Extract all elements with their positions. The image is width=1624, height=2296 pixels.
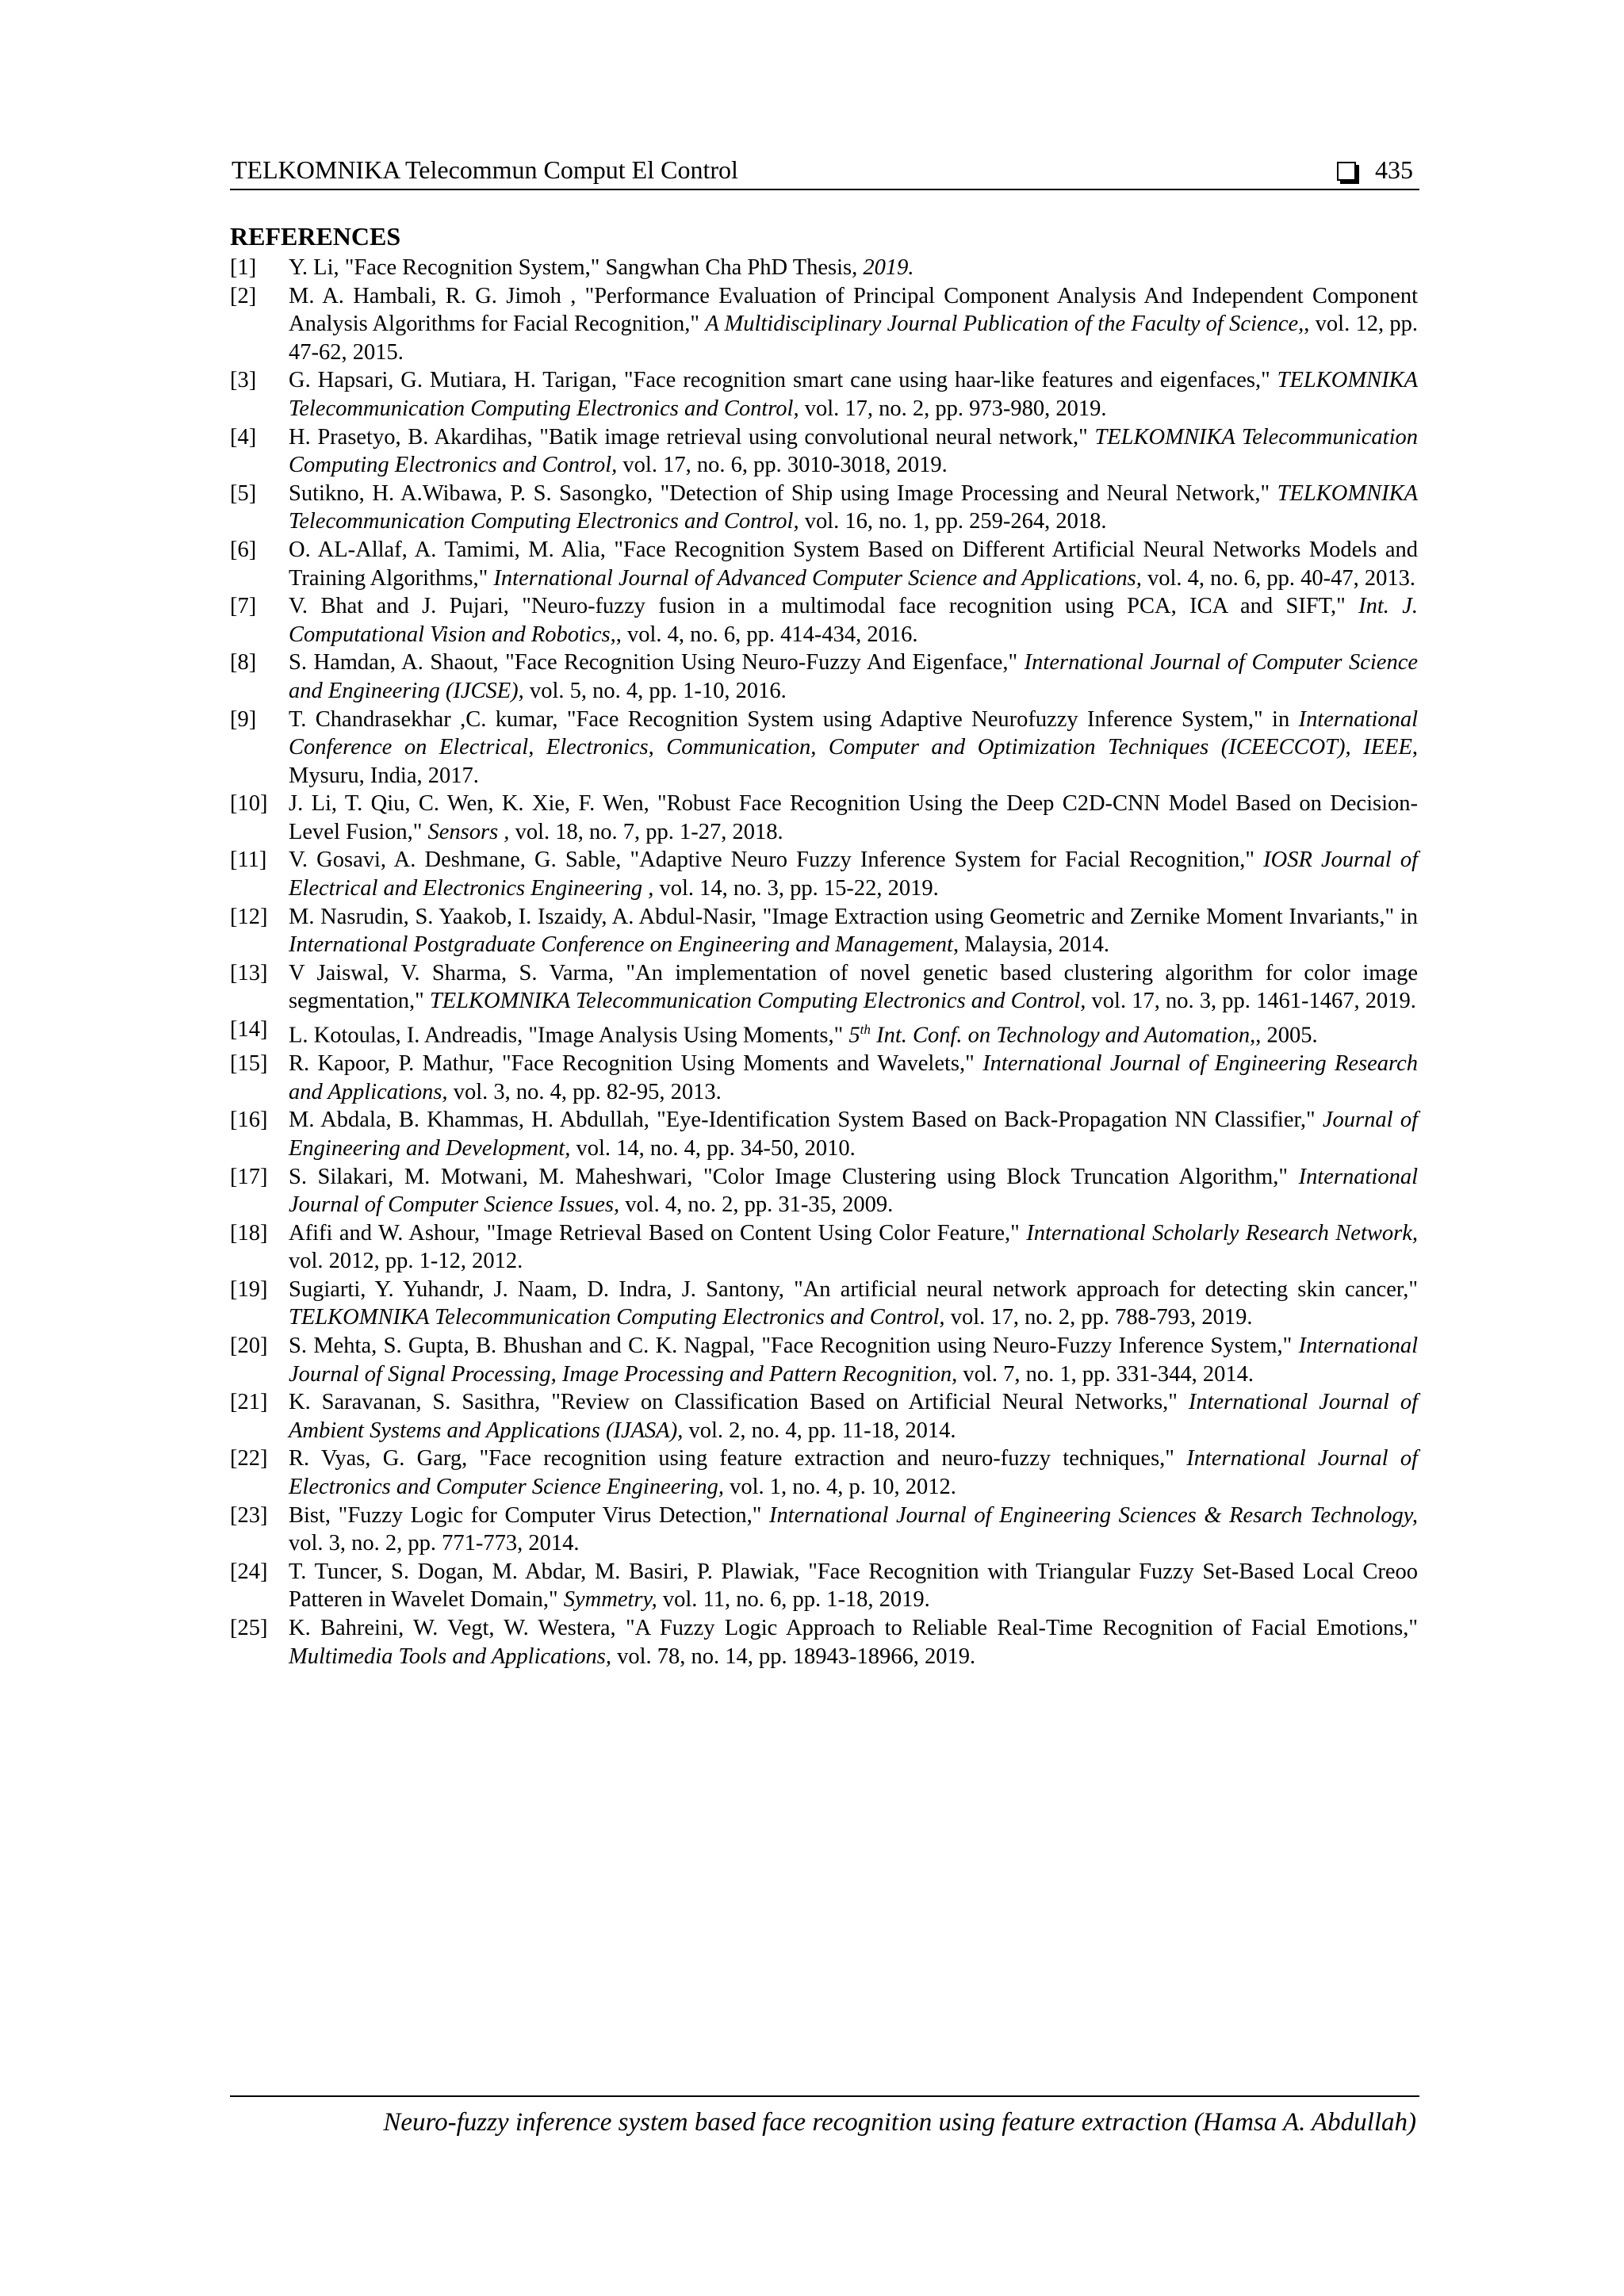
reference-item [230, 1502, 1418, 1558]
reference-segment: , vol. 12, pp. 47-62, 2015. [289, 312, 1418, 365]
reference-venue: International Journal of Computer Science Issues, [289, 1164, 1418, 1218]
reference-item [230, 366, 1418, 423]
reference-segment: S. Silakari, M. Motwani, M. Maheshwari, "Color Image Clustering using Block Truncation Algorithm," [289, 1164, 1299, 1189]
reference-item [230, 254, 1418, 282]
reference-venue: International Journal of Signal Processing, Image Processing and Pattern Recognition, [289, 1334, 1418, 1387]
reference-segment: R. Vyas, G. Garg, "Face recognition using feature extraction and neuro-fuzzy techniques," [289, 1446, 1187, 1471]
reference-segment: V. Gosavi, A. Deshmane, G. Sable, "Adaptive Neuro Fuzzy Inference System for Facial Recognition," [289, 848, 1264, 873]
reference-number: [20] [230, 1334, 268, 1359]
reference-segment: L. Kotoulas, I. Andreadis, "Image Analysis Using Moments," [289, 1023, 849, 1048]
reference-item [230, 592, 1418, 649]
reference-venue: International Journal of Advanced Computer Science and Applications, [493, 565, 1142, 591]
reference-venue: International Journal of Electronics and Computer Science Engineering, [289, 1446, 1418, 1500]
reference-venue: Journal of Engineering and Development, [289, 1108, 1419, 1161]
reference-text [289, 1502, 1418, 1558]
reference-venue: IOSR Journal of Electrical and Electronics Engineering , [289, 848, 1419, 901]
reference-text [289, 592, 1418, 649]
reference-number: [19] [230, 1276, 268, 1302]
reference-number: [6] [230, 537, 257, 562]
reference-text [289, 706, 1418, 790]
reference-segment: , 2005. [1255, 1023, 1318, 1048]
reference-number: [10] [230, 791, 268, 817]
reference-segment: , Malaysia, 2014. [952, 932, 1110, 958]
reference-segment: S. Mehta, S. Gupta, B. Bhushan and C. K. Nagpal, "Face Recognition using Neuro-Fuzzy Inference System," [289, 1334, 1299, 1359]
reference-segment: O. AL-Allaf, A. Tamimi, M. Alia, "Face Recognition System Based on Different Artificial Neural Networks Models and Training Algorithms," [289, 537, 1418, 591]
reference-item [230, 480, 1418, 536]
reference-number: [16] [230, 1108, 268, 1133]
reference-venue: 5 [848, 1023, 860, 1048]
reference-item [230, 1332, 1418, 1388]
reference-segment: Sugiarti, Y. Yuhandr, J. Naam, D. Indra, J. Santony, "An artificial neural network approach for detecting skin cancer," [289, 1276, 1418, 1302]
reference-venue: International Journal of Engineering Research and Applications, [289, 1051, 1418, 1104]
reference-segment: th [860, 1022, 871, 1038]
reference-segment: T. Tuncer, S. Dogan, M. Abdar, M. Basiri, P. Plawiak, "Face Recognition with Triangular Fuzzy Set-Based Local Creoo Patteren in Wavelet Domain," [289, 1559, 1418, 1613]
reference-venue: Int. Conf. on Technology and Automation, [870, 1023, 1256, 1048]
reference-text [289, 903, 1418, 959]
reference-segment: vol. 5, no. 4, pp. 1-10, 2016. [523, 678, 787, 703]
reference-segment: vol. 14, no. 3, pp. 15-22, 2019. [653, 876, 939, 901]
reference-number: [5] [230, 480, 257, 506]
reference-segment: vol. 17, no. 2, pp. 973-980, 2019. [799, 396, 1107, 421]
reference-number: [3] [230, 368, 257, 393]
reference-text [289, 790, 1418, 846]
page-number-area [1337, 155, 1413, 185]
reference-item [230, 649, 1418, 705]
journal-title: TELKOMNIKA Telecommun Comput El Control [232, 155, 738, 184]
reference-segment: vol. 7, no. 1, pp. 331-344, 2014. [957, 1361, 1254, 1387]
reference-item [230, 706, 1418, 790]
reference-text [289, 1219, 1418, 1276]
reference-venue: TELKOMNIKA Telecommunication Computing Electronics and Control, [289, 480, 1418, 534]
reference-segment: , Mysuru, India, 2017. [289, 735, 1418, 788]
reference-venue: Multimedia Tools and Applications, [289, 1644, 611, 1669]
reference-venue: International Journal of Engineering Sciences & Resarch Technology, [769, 1502, 1418, 1528]
reference-segment: vol. 16, no. 1, pp. 259-264, 2018. [799, 509, 1107, 534]
reference-segment: V Jaiswal, V. Sharma, S. Varma, "An implementation of novel genetic based clustering algorithm for color image segmentation," [289, 960, 1418, 1014]
reference-segment: V. Bhat and J. Pujari, "Neuro-fuzzy fusion in a multimodal face recognition using PCA, ICA and SIFT," [289, 594, 1359, 619]
reference-item [230, 1050, 1418, 1106]
reference-text [289, 1050, 1418, 1106]
reference-number: [7] [230, 594, 257, 619]
reference-item [230, 423, 1418, 480]
reference-text [289, 959, 1418, 1016]
reference-text [289, 1388, 1418, 1445]
reference-segment: Bist, "Fuzzy Logic for Computer Virus Detection," [289, 1502, 770, 1528]
reference-number: [21] [230, 1390, 268, 1415]
reference-number: [4] [230, 424, 257, 450]
reference-item [230, 1558, 1418, 1614]
reference-number: [24] [230, 1559, 268, 1584]
reference-segment: Sutikno, H. A.Wibawa, P. S. Sasongko, "Detection of Ship using Image Processing and Neural Network," [289, 480, 1277, 506]
reference-item [230, 1388, 1418, 1445]
reference-number: [2] [230, 283, 257, 308]
reference-number: [12] [230, 904, 268, 929]
reference-segment: vol. 1, no. 4, p. 10, 2012. [724, 1475, 956, 1500]
section-heading: REFERENCES [230, 222, 401, 251]
reference-text [289, 480, 1418, 536]
reference-number: [25] [230, 1616, 268, 1640]
reference-segment: M. Abdala, B. Khammas, H. Abdullah, "Eye-Identification System Based on Back-Propagation NN Classifier," [289, 1108, 1323, 1133]
reference-segment: vol. 3, no. 4, pp. 82-95, 2013. [447, 1079, 722, 1104]
reference-text [289, 536, 1418, 592]
reference-item [230, 1445, 1418, 1501]
reference-number: [22] [230, 1446, 268, 1471]
reference-number: [23] [230, 1502, 268, 1528]
reference-item [230, 1219, 1418, 1276]
reference-venue: International Journal of Ambient Systems and Applications (IJASA), [289, 1390, 1419, 1443]
reference-item [230, 1106, 1418, 1162]
reference-segment: G. Hapsari, G. Mutiara, H. Tarigan, "Face recognition smart cane using haar-like features and eigenfaces," [289, 368, 1277, 393]
reference-item [230, 1276, 1418, 1332]
reference-text [289, 366, 1418, 423]
reference-text [289, 1276, 1418, 1332]
reference-segment: vol. 14, no. 4, pp. 34-50, 2010. [570, 1135, 856, 1161]
reference-segment: S. Hamdan, A. Shaout, "Face Recognition Using Neuro-Fuzzy And Eigenface," [289, 650, 1025, 675]
reference-text [289, 846, 1418, 902]
reference-item [230, 1614, 1418, 1670]
reference-segment: vol. 17, no. 6, pp. 3010-3018, 2019. [617, 453, 948, 478]
reference-segment: M. Nasrudin, S. Yaakob, I. Iszaidy, A. Abdul-Nasir, "Image Extraction using Geometric and Zernike Moment Invariants," in [289, 904, 1418, 929]
reference-segment: vol. 78, no. 14, pp. 18943-18966, 2019. [611, 1644, 976, 1669]
reference-list [230, 254, 1418, 1670]
reference-segment: vol. 4, no. 2, pp. 31-35, 2009. [619, 1192, 894, 1218]
reference-segment: vol. 17, no. 2, pp. 788-793, 2019. [944, 1305, 1253, 1330]
reference-text [289, 1163, 1418, 1219]
reference-item [230, 959, 1418, 1016]
reference-number: [8] [230, 650, 257, 675]
reference-item [230, 846, 1418, 902]
reference-number: [17] [230, 1164, 268, 1189]
reference-venue: International Postgraduate Conference on Engineering and Management [289, 932, 953, 958]
reference-segment: Y. Li, "Face Recognition System," Sangwhan Cha PhD Thesis [289, 255, 852, 280]
reference-segment: , vol. 4, no. 6, pp. 414-434, 2016. [615, 622, 918, 647]
reference-item [230, 536, 1418, 592]
reference-segment: vol. 11, no. 6, pp. 1-18, 2019. [657, 1587, 930, 1613]
reference-venue: TELKOMNIKA Telecommunication Computing Electronics and Control, [289, 368, 1418, 421]
page-number: 435 [1375, 155, 1413, 184]
reference-venue: Int. J. Computational Vision and Robotics, [289, 594, 1418, 647]
reference-segment: vol. 18, no. 7, pp. 1-27, 2018. [509, 819, 783, 844]
reference-segment: K. Saravanan, S. Sasithra, "Review on Classification Based on Artificial Neural Networks," [289, 1390, 1189, 1415]
reference-text [289, 1445, 1418, 1501]
reference-venue: A Multidisciplinary Journal Publication of the Faculty of Science, [705, 312, 1304, 337]
reference-venue: TELKOMNIKA Telecommunication Computing Electronics and Control, [429, 989, 1086, 1014]
reference-item [230, 1016, 1418, 1050]
reference-text [289, 423, 1418, 480]
running-header [230, 152, 1419, 190]
reference-segment: H. Prasetyo, B. Akardihas, "Batik image retrieval using convolutional neural network," [289, 424, 1095, 450]
reference-venue: , 2019. [852, 255, 914, 280]
reference-segment: vol. 3, no. 2, pp. 771-773, 2014. [289, 1531, 580, 1556]
reference-item [230, 903, 1418, 959]
reference-segment: J. Li, T. Qiu, C. Wen, K. Xie, F. Wen, "Robust Face Recognition Using the Deep C2D-CNN Model Based on Decision-Level Fusion," [289, 791, 1418, 844]
reference-venue: Symmetry, [563, 1587, 657, 1613]
running-footer [230, 2095, 1419, 2137]
reference-venue: International Conference on Electrical, Electronics, Communication, Computer and Optimization Techniques (ICEECCOT), IEEE [289, 706, 1418, 760]
reference-text [289, 282, 1418, 367]
reference-segment: vol. 2012, pp. 1-12, 2012. [289, 1249, 523, 1274]
reference-number: [1] [230, 255, 257, 280]
reference-segment: vol. 4, no. 6, pp. 40-47, 2013. [1141, 565, 1415, 591]
footer-caption: Neuro-fuzzy inference system based face recognition using feature extraction (Hamsa A. Abdullah) [383, 2108, 1416, 2137]
reference-item [230, 1163, 1418, 1219]
reference-venue: TELKOMNIKA Telecommunication Computing Electronics and Control, [289, 424, 1419, 478]
reference-venue: International Journal of Computer Science and Engineering (IJCSE), [289, 650, 1419, 703]
reference-venue: Sensors , [427, 819, 510, 844]
reference-number: [15] [230, 1051, 268, 1077]
reference-segment: M. A. Hambali, R. G. Jimoh , "Performance Evaluation of Principal Component Analysis And Independent Component Analysis Algorithms for Facial Recognition," [289, 283, 1418, 337]
reference-segment: vol. 17, no. 3, pp. 1461-1467, 2019. [1086, 989, 1416, 1014]
reference-text [289, 254, 1418, 282]
reference-number: [11] [230, 848, 267, 873]
reference-text [289, 1558, 1418, 1614]
reference-segment: Afifi and W. Ashour, "Image Retrieval Based on Content Using Color Feature," [289, 1220, 1027, 1246]
reference-text [289, 1614, 1418, 1670]
references-section [230, 220, 1418, 1670]
reference-text [289, 1106, 1418, 1162]
reference-number: [18] [230, 1220, 268, 1246]
square-bullet-icon [1337, 162, 1356, 181]
reference-segment: K. Bahreini, W. Vegt, W. Westera, "A Fuzzy Logic Approach to Reliable Real-Time Recognition of Facial Emotions," [289, 1616, 1418, 1640]
reference-segment: T. Chandrasekhar ,C. kumar, "Face Recognition System using Adaptive Neurofuzzy Inference System," in [289, 706, 1299, 732]
reference-text [289, 649, 1418, 705]
reference-venue: International Scholarly Research Network, [1026, 1220, 1418, 1246]
reference-segment: vol. 2, no. 4, pp. 11-18, 2014. [683, 1418, 956, 1443]
reference-text [289, 1332, 1418, 1388]
reference-number: [13] [230, 960, 268, 985]
reference-item [230, 790, 1418, 846]
reference-segment: R. Kapoor, P. Mathur, "Face Recognition Using Moments and Wavelets," [289, 1051, 983, 1077]
reference-item [230, 282, 1418, 367]
reference-number: [14] [230, 1017, 268, 1043]
reference-text [289, 1016, 1418, 1050]
reference-venue: TELKOMNIKA Telecommunication Computing Electronics and Control, [289, 1305, 945, 1330]
reference-number: [9] [230, 706, 257, 732]
